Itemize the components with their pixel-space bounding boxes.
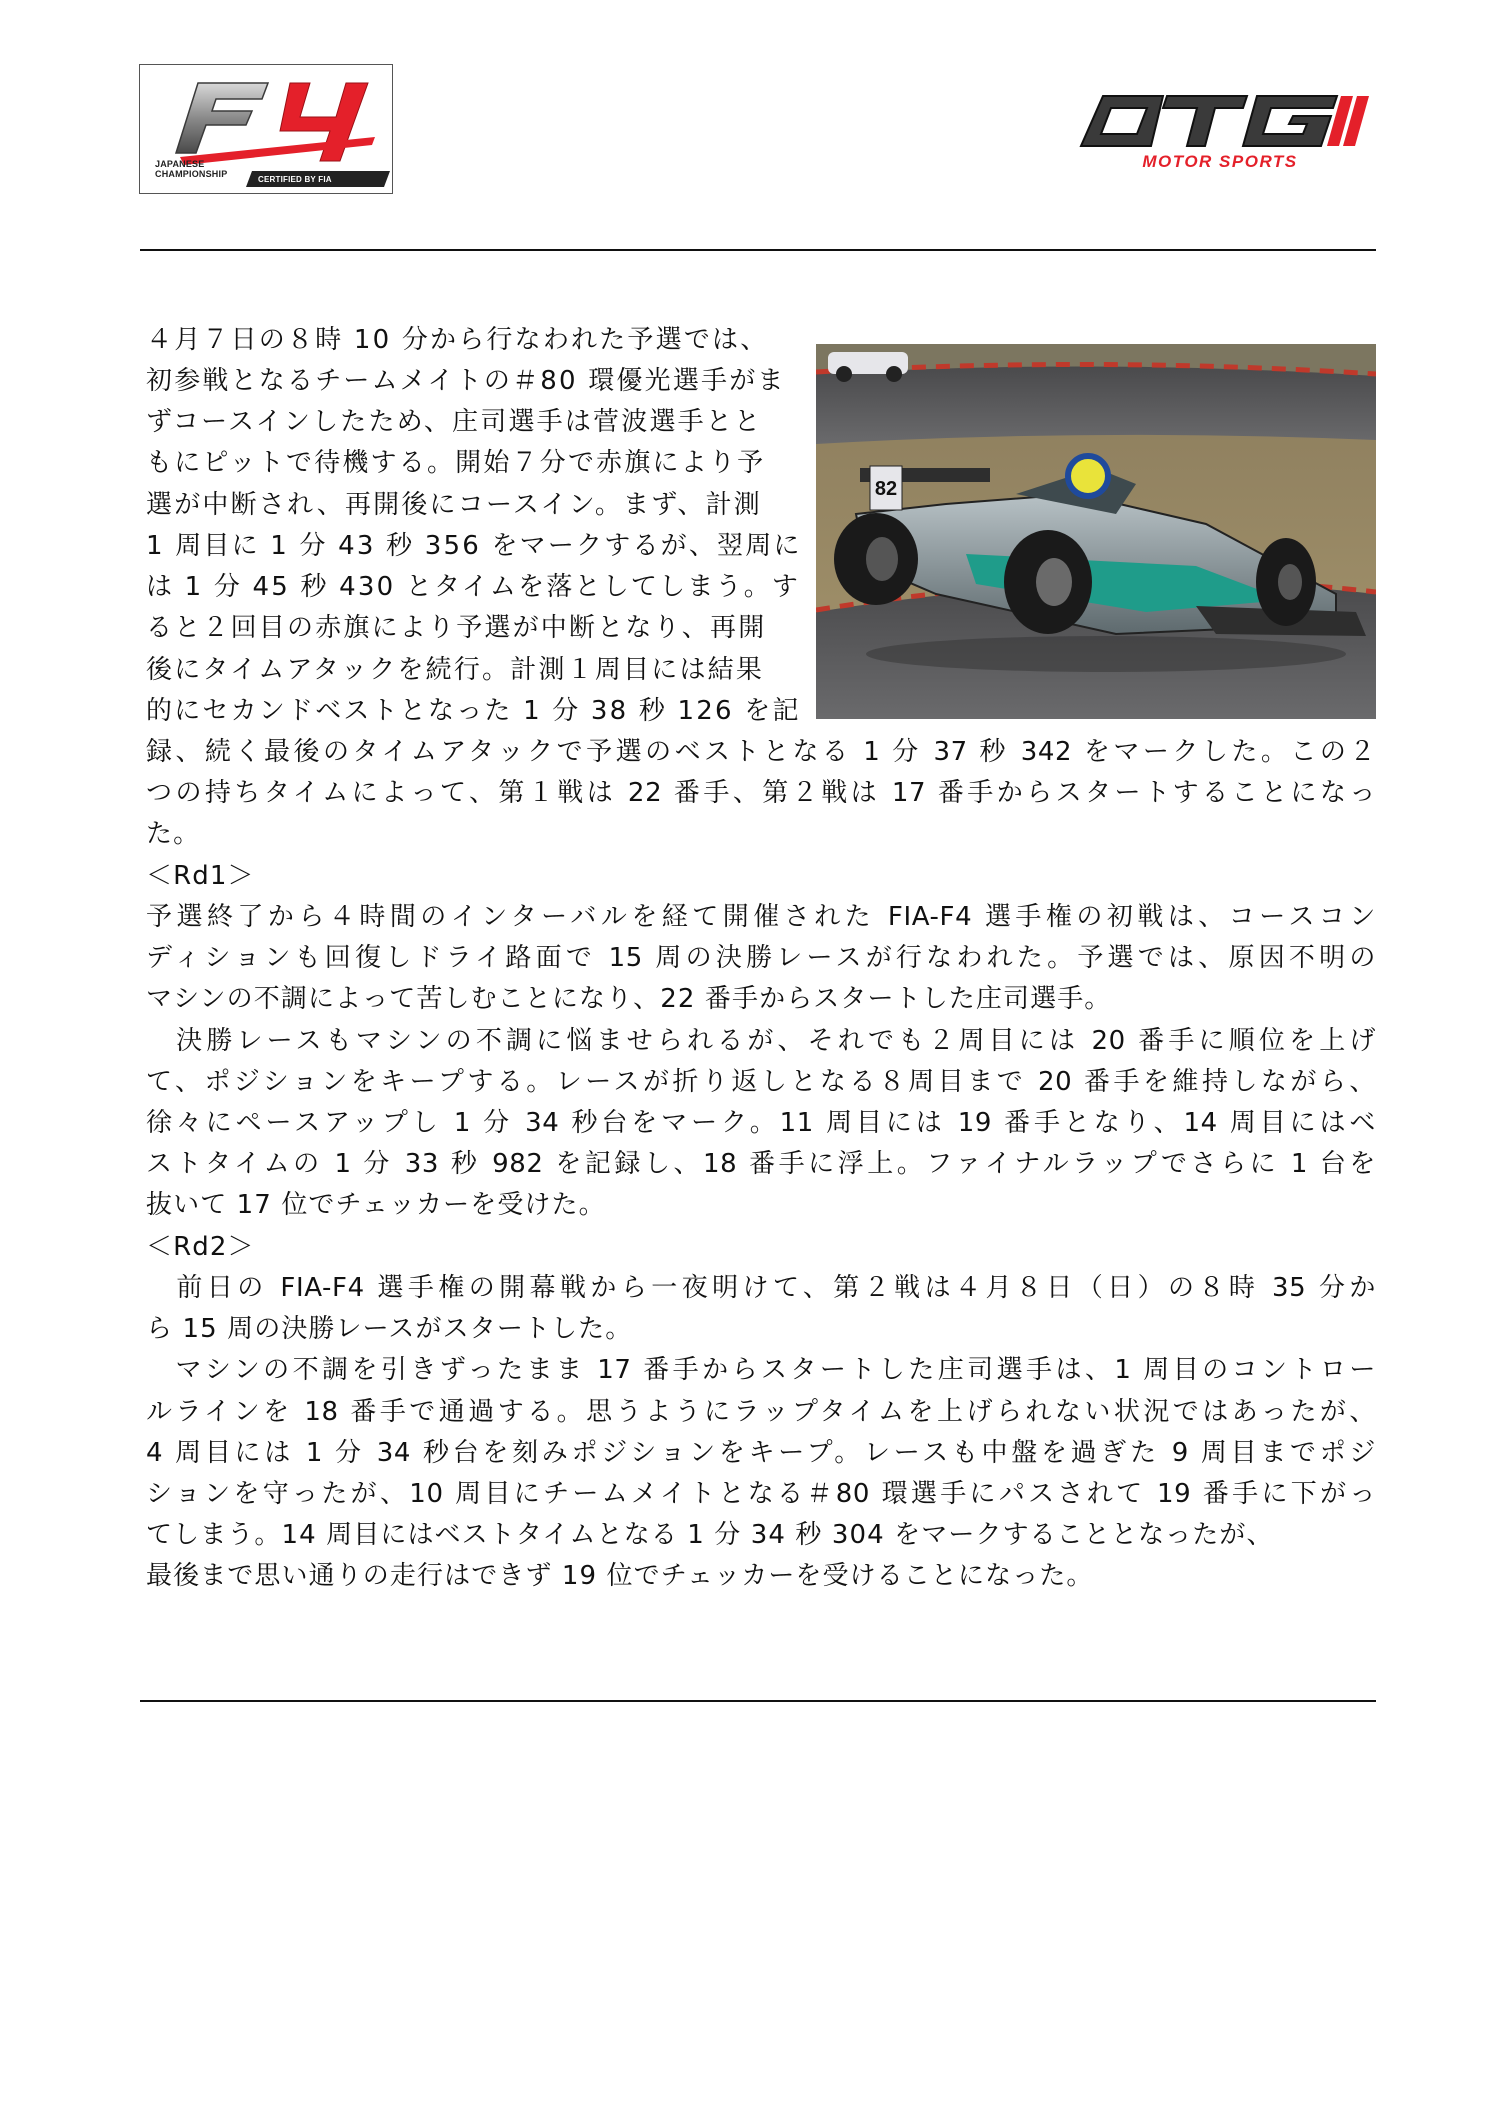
text-line-28: 4 周目には 1 分 34 秒台を刻みポジションをキープ。レースも中盤を過ぎた 9 周目までポジ (146, 1438, 1376, 1468)
text-line-30: てしまう。14 周目にはベストタイムとなる 1 分 34 秒 304 をマークすることとなったが、 (146, 1520, 1274, 1550)
race-car-photo (816, 344, 1376, 719)
otg-logo-mark (1075, 92, 1375, 154)
text-line-6: 1 周目に 1 分 43 秒 356 をマークするが、翌周に (146, 531, 802, 561)
section-heading-rd2: ＜Rd2＞ (146, 1232, 255, 1262)
text-line-15: 予選終了から４時間のインターバルを経て開催された FIA-F4 選手権の初戦は、コースコン (146, 902, 1376, 932)
f4-logo-text (155, 159, 228, 179)
text-line-25: ら 15 周の決勝レースがスタートした。 (146, 1314, 633, 1344)
text-line-24: 前日の FIA-F4 選手権の開幕戦から一夜明けて、第２戦は４月８日（日）の８時 35 分か (146, 1273, 1376, 1303)
text-line-21: ストタイムの 1 分 33 秒 982 を記録し、18 番手に浮上。ファイナルラップでさらに 1 台を (146, 1149, 1376, 1179)
text-line-29: ションを守ったが、10 周目にチームメイトとなる＃80 環選手にパスされて 19 番手に下がっ (146, 1479, 1376, 1509)
header-divider (140, 249, 1376, 251)
text-line-11: 録、続く最後のタイムアタックで予選のベストとなる 1 分 37 秒 342 をマークした。この２ (146, 737, 1376, 767)
text-line-20: 徐々にペースアップし 1 分 34 秒台をマーク。11 周目には 19 番手となり、14 周目にはベ (146, 1108, 1376, 1138)
footer-divider (140, 1700, 1376, 1702)
text-line-16: ディションも回復しドライ路面で 15 周の決勝レースが行なわれた。予選では、原因不明の (146, 943, 1376, 973)
text-line-2: 初参戦となるチームメイトの＃80 環優光選手がま (146, 366, 786, 396)
text-line-18: 決勝レースもマシンの不調に悩ませられるが、それでも２周目には 20 番手に順位を上げ (146, 1026, 1376, 1056)
race-car-illustration (816, 344, 1376, 719)
text-line-17: マシンの不調によって苦しむことになり、22 番手からスタートした庄司選手。 (146, 984, 1112, 1014)
otg-logo-subtitle: MOTOR SPORTS (1142, 152, 1298, 171)
f4-championship-logo (139, 64, 393, 194)
text-line-19: て、ポジションをキープする。レースが折り返しとなる８周目まで 20 番手を維持しながら、 (146, 1067, 1376, 1097)
text-line-12: つの持ちタイムによって、第１戦は 22 番手、第２戦は 17 番手からスタートすることになっ (146, 778, 1376, 808)
text-line-5: 選が中断され、再開後にコースイン。まず、計測 (146, 490, 762, 520)
text-line-3: ずコースインしたため、庄司選手は菅波選手とと (146, 407, 763, 437)
text-line-31: 最後まで思い通りの走行はできず 19 位でチェッカーを受けることになった。 (146, 1561, 1094, 1591)
text-line-27: ルラインを 18 番手で通過する。思うようにラップタイムを上げられない状況ではあったが、 (146, 1397, 1376, 1427)
text-line-13: た。 (146, 819, 201, 849)
section-heading-rd1: ＜Rd1＞ (146, 861, 255, 891)
text-line-7: は 1 分 45 秒 430 とタイムを落としてしまう。す (146, 572, 801, 602)
f4-logo-line1: JAPANESE (155, 159, 205, 169)
car-number: 82 (874, 478, 898, 500)
text-line-8: ると２回目の赤旗により予選が中断となり、再開 (146, 613, 767, 643)
text-line-26: マシンの不調を引きずったまま 17 番手からスタートした庄司選手は、1 周目のコントロー (146, 1355, 1376, 1385)
text-line-22: 抜いて 17 位でチェッカーを受けた。 (146, 1190, 606, 1220)
text-line-4: もにピットで待機する。開始７分で赤旗により予 (146, 448, 766, 478)
otg-motorsports-logo (1075, 92, 1375, 174)
f4-logo-certified: CERTIFIED BY FIA (258, 175, 332, 184)
f4-logo-line2: CHAMPIONSHIP (155, 169, 228, 179)
text-line-1: ４月７日の８時 10 分から行なわれた予選では、 (146, 325, 769, 355)
text-line-9: 後にタイムアタックを続行。計測１周目には結果 (146, 655, 765, 685)
text-line-10: 的にセカンドベストとなった 1 分 38 秒 126 を記 (146, 696, 801, 726)
